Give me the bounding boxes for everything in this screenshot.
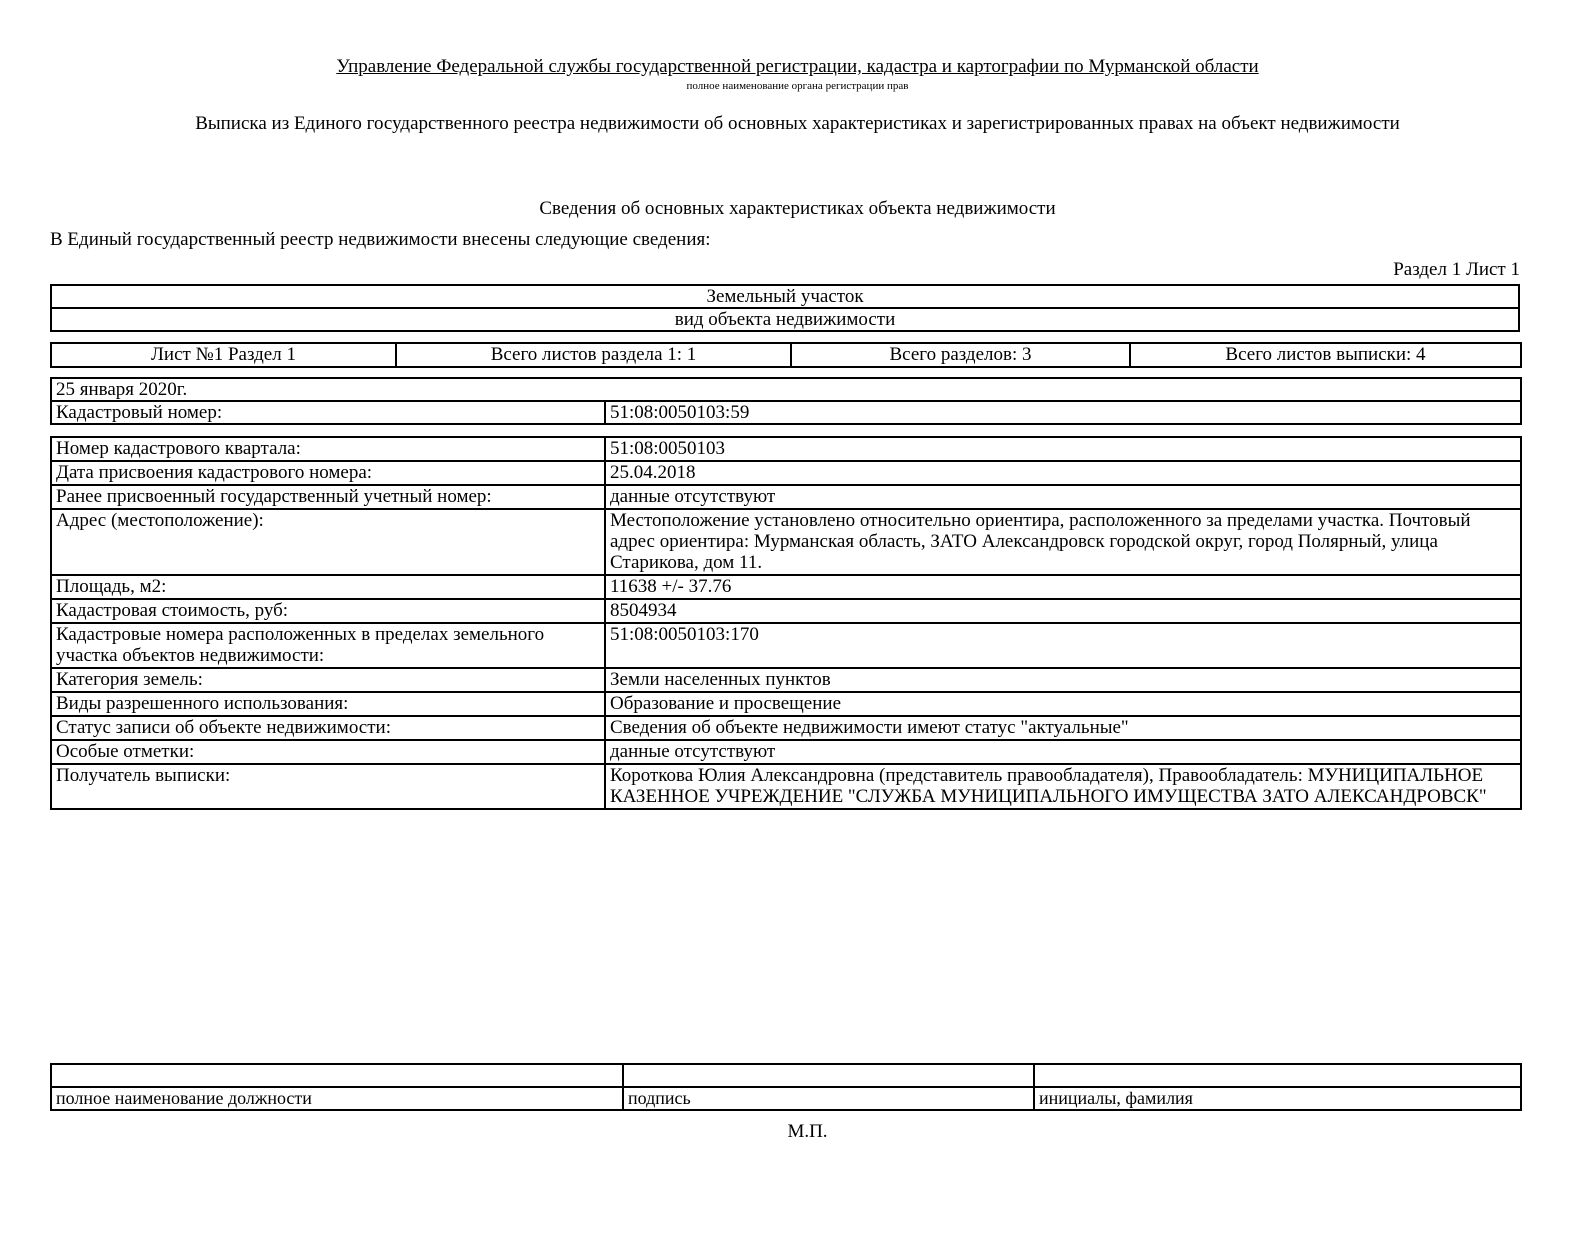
table-row — [51, 623, 1521, 668]
position-field — [51, 1064, 623, 1087]
sections-total: Всего разделов: 3 — [791, 343, 1130, 367]
position-caption: полное наименование должности — [51, 1087, 623, 1110]
name-caption: инициалы, фамилия — [1034, 1087, 1521, 1110]
row-value: данные отсутствуют — [605, 485, 1521, 509]
table-row — [51, 575, 1521, 599]
row-label: Особые отметки: — [51, 740, 605, 764]
sheets-info-table — [50, 342, 1522, 368]
row-value: Сведения об объекте недвижимости имеют статус "актуальные" — [605, 716, 1521, 740]
sheet-section: Лист №1 Раздел 1 — [51, 343, 396, 367]
section-title: Сведения об основных характеристиках объекта недвижимости — [539, 198, 1056, 219]
table-row — [51, 668, 1521, 692]
signature-caption: подпись — [623, 1087, 1034, 1110]
row-value: 25.04.2018 — [605, 461, 1521, 485]
table-row — [51, 437, 1521, 461]
extract-sheets-total: Всего листов выписки: 4 — [1130, 343, 1521, 367]
row-label: Получатель выписки: — [51, 764, 605, 809]
table-row — [51, 764, 1521, 809]
row-value: данные отсутствуют — [605, 740, 1521, 764]
row-value: 51:08:0050103 — [605, 437, 1521, 461]
row-label: Виды разрешенного использования: — [51, 692, 605, 716]
row-label: Статус записи об объекте недвижимости: — [51, 716, 605, 740]
table-row — [51, 692, 1521, 716]
row-label: Ранее присвоенный государственный учетный номер: — [51, 485, 605, 509]
row-value: 11638 +/- 37.76 — [605, 575, 1521, 599]
row-value: Местоположение установлено относительно ориентира, расположенного за пределами участка. Почтовый адрес ориентира: Мурманская область, ЗАТО Александровск городской округ, город Полярный, улица Старикова, дом 11. — [605, 509, 1521, 575]
row-value: 8504934 — [605, 599, 1521, 623]
signature-table — [50, 1063, 1522, 1111]
row-label: Номер кадастрового квартала: — [51, 437, 605, 461]
row-label: Кадастровые номера расположенных в пределах земельного участка объектов недвижимости: — [51, 623, 605, 668]
stamp-place: М.П. — [787, 1121, 828, 1142]
row-label: Площадь, м2: — [51, 575, 605, 599]
extract-date: 25 января 2020г. — [51, 378, 1521, 401]
section-sheets-total: Всего листов раздела 1: 1 — [396, 343, 791, 367]
row-label: Кадастровая стоимость, руб: — [51, 599, 605, 623]
table-row — [51, 461, 1521, 485]
organization-name: Управление Федеральной службы государственной регистрации, кадастра и картографии по Мурманской области — [336, 56, 1259, 77]
extract-title: Выписка из Единого государственного реестра недвижимости об основных характеристиках и зарегистрированных правах на объект недвижимости — [195, 113, 1400, 134]
table-row — [51, 485, 1521, 509]
object-type: Земельный участок — [51, 285, 1519, 308]
signature-field — [623, 1064, 1034, 1087]
organization-caption: полное наименование органа регистрации прав — [686, 80, 909, 92]
object-type-caption: вид объекта недвижимости — [51, 308, 1519, 331]
name-field — [1034, 1064, 1521, 1087]
row-label: Дата присвоения кадастрового номера: — [51, 461, 605, 485]
cadastral-number-value: 51:08:0050103:59 — [605, 401, 1521, 424]
cadastral-number-label: Кадастровый номер: — [51, 401, 605, 424]
table-row — [51, 509, 1521, 575]
row-value: Образование и просвещение — [605, 692, 1521, 716]
object-type-table — [50, 284, 1520, 332]
row-value: Короткова Юлия Александровна (представитель правообладателя), Правообладатель: МУНИЦИПАЛЬНОЕ КАЗЕННОЕ УЧРЕЖДЕНИЕ "СЛУЖБА МУНИЦИПАЛЬНОГО ИМУЩЕСТВА ЗАТО АЛЕКСАНДРОВСК" — [605, 764, 1521, 809]
intro-text: В Единый государственный реестр недвижимости внесены следующие сведения: — [50, 229, 711, 250]
row-value: 51:08:0050103:170 — [605, 623, 1521, 668]
characteristics-table — [50, 436, 1522, 810]
date-table — [50, 377, 1522, 425]
sheet-label: Раздел 1 Лист 1 — [1393, 259, 1520, 280]
row-label: Категория земель: — [51, 668, 605, 692]
table-row — [51, 599, 1521, 623]
row-value: Земли населенных пунктов — [605, 668, 1521, 692]
row-label: Адрес (местоположение): — [51, 509, 605, 575]
table-row — [51, 740, 1521, 764]
table-row — [51, 716, 1521, 740]
